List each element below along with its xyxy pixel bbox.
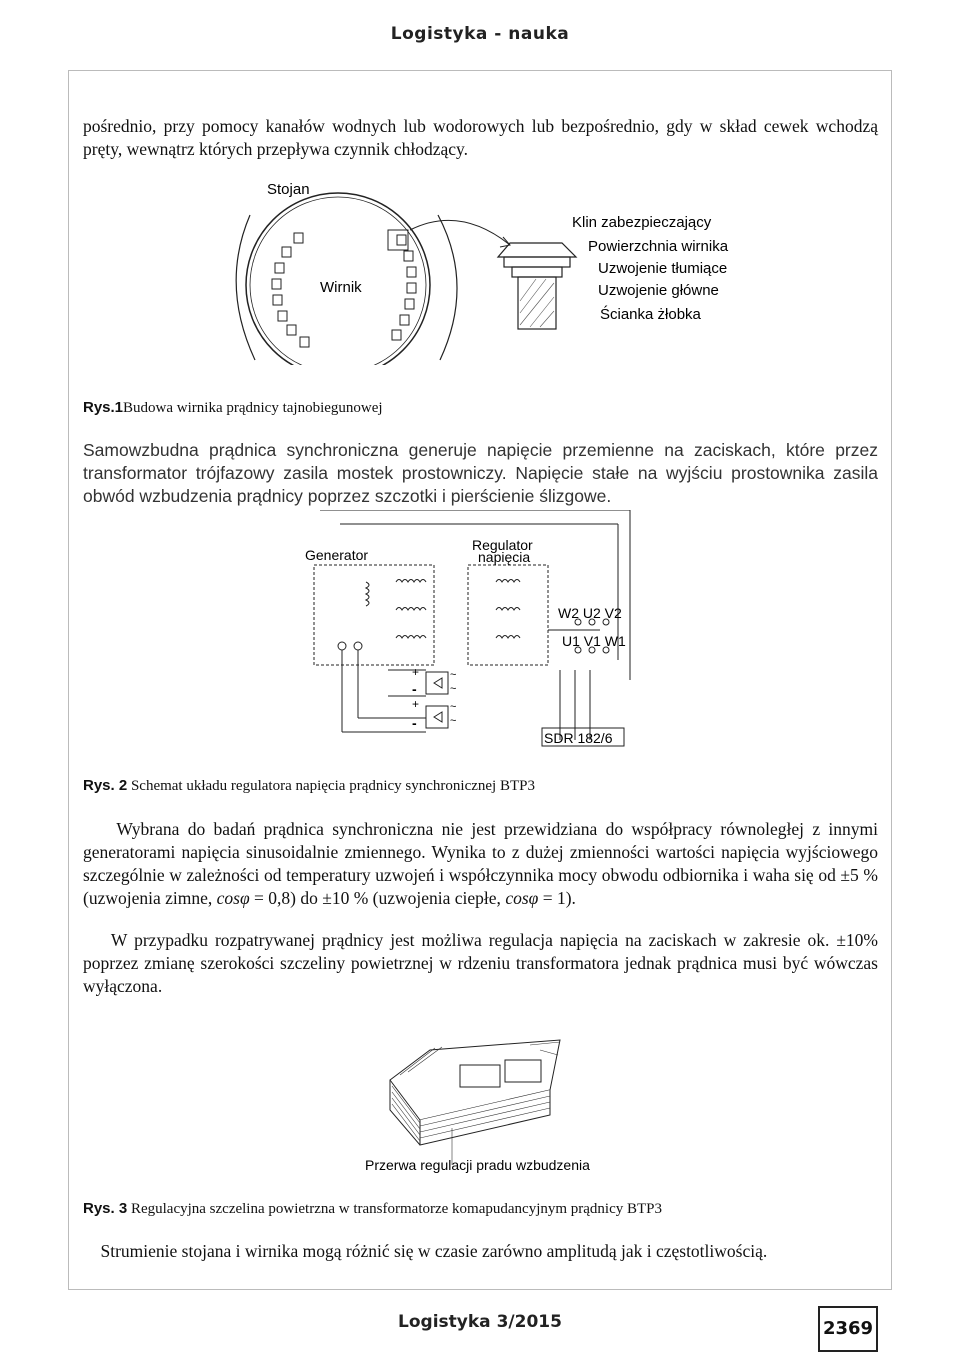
label-scianka: Ścianka żłobka — [600, 306, 701, 323]
figure-3-transformer-illustration — [360, 1020, 620, 1180]
label-generator: Generator — [305, 547, 369, 563]
label-model: SDR 182/6 — [544, 730, 613, 746]
label-tilde-3: ~ — [450, 701, 457, 713]
figure-2-caption: Rys. 2 Schemat układu regulatora napięcia prądnicy synchronicznej BTP3 — [83, 777, 535, 794]
label-minus-1: - — [412, 681, 417, 697]
paragraph-1: pośrednio, przy pomocy kanałów wodnych lub wodorowych lub bezpośrednio, gdy w skład cewek wchodzą pręty, wewnątrz których przepływa czynnik chłodzący. — [83, 116, 878, 159]
paragraph-5: Strumienie stojana i wirnika mogą różnić się w czasie zarówno amplitudą jak i częstotliwością. — [100, 1241, 768, 1261]
figure-1-rotor-diagram — [220, 175, 780, 365]
page-number: 2369 — [818, 1306, 878, 1352]
label-napiecia: napięcia — [478, 549, 531, 565]
label-bottom-terminals: U1 V1 W1 — [562, 633, 626, 649]
label-powierzchnia: Powierzchnia wirnika — [588, 238, 729, 255]
label-stojan: Stojan — [267, 181, 310, 198]
paragraph-2: Samowzbudna prądnica synchroniczna generuje napięcie przemienne na zaciskach, które przez transformator trójfazowy zasila mostek prostowniczy. Napięcie stałe na wyjściu prostownika zasila obwód wzbudzenia prądnicy poprzez szczotki i pierścienie ślizgowe. — [83, 440, 878, 506]
label-minus-2: - — [412, 715, 417, 731]
label-gap: Przerwa regulacji pradu wzbudzenia — [365, 1157, 590, 1173]
running-header: Logistyka - nauka — [390, 24, 570, 44]
label-tilde-4: ~ — [450, 715, 457, 727]
label-top-terminals: W2 U2 V2 — [558, 605, 622, 621]
figure-3-caption: Rys. 3 Regulacyjna szczelina powietrzna w transformatorze komapudancyjnym prądnicy BTP3 — [83, 1200, 663, 1217]
label-tlumiace: Uzwojenie tłumiące — [598, 260, 728, 277]
paragraph-4: W przypadku rozpatrywanej prądnicy jest możliwa regulacja napięcia na zaciskach w zakresie ok. ±10% poprzez zmianę szerokości szczeliny powietrznej w rdzeniu transformatora jednak prądnica musi być wówczas wyłączona. — [83, 930, 879, 996]
figure-1-caption: Rys.1Budowa wirnika prądnicy tajnobiegunowej — [83, 399, 383, 416]
label-regulator: Regulator — [472, 537, 533, 553]
figure-2-regulator-schematic — [300, 510, 660, 750]
label-glowne: Uzwojenie główne — [598, 282, 719, 299]
label-wirnik: Wirnik — [320, 279, 362, 296]
label-plus-1: + — [412, 665, 420, 679]
label-tilde-1: ~ — [450, 669, 457, 681]
label-klin: Klin zabezpieczający — [572, 214, 712, 231]
running-footer: Logistyka 3/2015 — [398, 1312, 562, 1332]
paragraph-3: Wybrana do badań prądnica synchroniczna nie jest przewidziana do współpracy równoległej z innymi generatorami napięcia sinusoidalnie zmiennego. Wynika to z dużej zmienności wartości napięcia wyjściowego szczególnie w zależności od temperatury uzwojeń i współczynnika mocy obwodu odbiornika i waha się od ±5 % (uzwojenia zimne, cosφ = 0,8) do ±10 % (uzwojenia ciepłe, cosφ = 1). — [83, 819, 878, 908]
label-tilde-2: ~ — [450, 683, 457, 695]
label-plus-2: + — [412, 697, 420, 711]
